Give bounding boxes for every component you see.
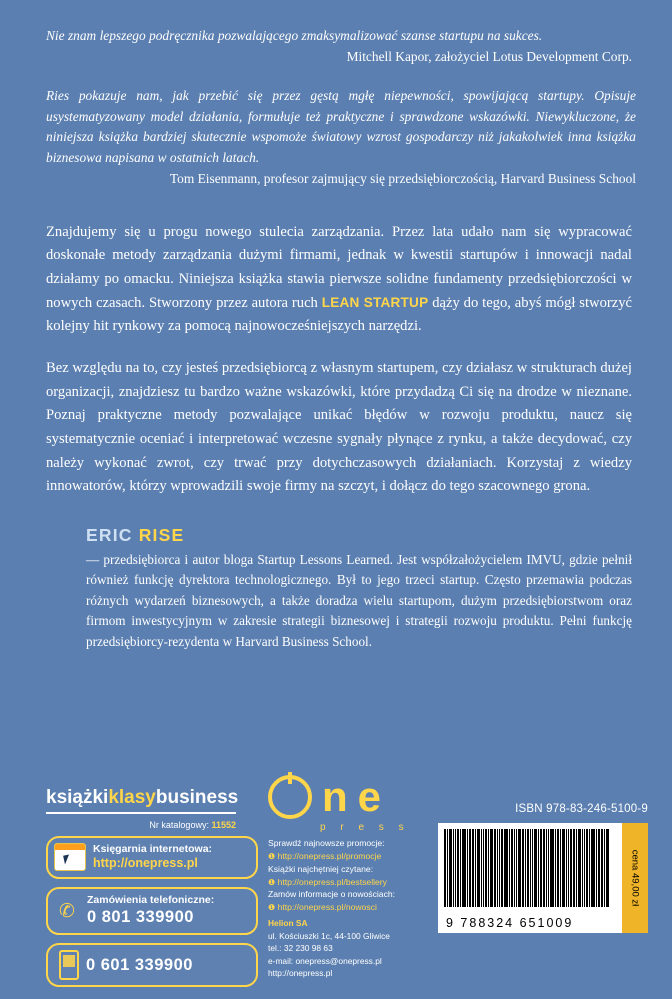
phone-orders-text: [87, 894, 214, 929]
spacer: [0, 187, 672, 221]
promo-link-1[interactable]: [268, 850, 448, 863]
online-store-label: Księgarnia internetowa:: [93, 843, 213, 855]
paragraph-1-part-b: dąży do tego, abyś mógł stworzyć kolejny hit rynkowy za pomocą najnowocześniejszych narzędzi.: [46, 294, 632, 335]
onepress-o-icon: [268, 775, 312, 819]
promo-label-2: Książki najchętniej czytane:: [268, 864, 374, 875]
promo-link-2-text: http://onepress.pl/bestsellery: [277, 876, 387, 887]
bullet-icon: ❶: [268, 902, 276, 912]
publisher-logo: [268, 775, 410, 833]
author-name: [86, 525, 632, 546]
quote-text-1: Nie znam lepszego podręcznika pozwalającego zmaksymalizować szanse startupu na sukces.: [46, 28, 543, 43]
barcode: [438, 823, 648, 933]
catalog-label: Nr katalogowy:: [149, 820, 209, 830]
promo-link-3[interactable]: [268, 901, 448, 914]
imprint-rule: [46, 812, 236, 814]
phone-orders-box[interactable]: [46, 887, 258, 936]
paragraph-1-part-a: Znajdujemy się u progu nowego stulecia zarządzania. Przez lata udało nam się wypracować doskonałe metody zarządzania dużymi firmami, jednak w kwestii startupów i innowacji nadal działamy po omacku. Niniejsza książka stawia pierwsze solidne fundamenty przedsiębiorczości w nowych czasach. Stworzony przez autora ruch: [46, 223, 632, 311]
author-bio: — przedsiębiorca i autor bloga Startup Lessons Learned. Jest współzałożycielem IMVU, gdzie pełnił również funkcję dyrektora technologicznego. Był to jego trzeci startup. Często przemawia podczas różnych wydarzeń biznesowych, a także doradza wielu startupom, dużym przedsiębiorstwom oraz firmom inwestycyjnym w zakresie strategii biznesowej i strategii rozwoju produktu. Pełni funkcję przedsiębiorcy-rezydenta w Harvard Business School.: [86, 551, 632, 649]
author-first-name: ERIC: [86, 524, 133, 545]
quote-block-2: [46, 86, 636, 187]
publisher-tel: tel.: 32 230 98 63: [268, 943, 333, 954]
imprint-word-2: klasy: [108, 787, 156, 808]
promo-link-3-text: http://onepress.pl/nowosci: [277, 901, 377, 912]
paragraph-1: [46, 221, 632, 339]
isbn-text: ISBN 978-83-246-5100-9: [515, 803, 648, 815]
publisher-contact: [268, 917, 390, 980]
publisher-logo-n: n: [322, 773, 348, 821]
phone-orders-label: Zamówienia telefoniczne:: [87, 893, 215, 906]
quotes-section: [0, 0, 672, 187]
price-text: cena 49,00 zł: [629, 849, 641, 907]
lean-startup-highlight: LEAN STARTUP: [321, 294, 429, 310]
catalog-number: 11552: [211, 820, 236, 830]
quote-attrib-2: Tom Eisenmann, profesor zajmujący się przedsiębiorczością, Harvard Business School: [169, 170, 636, 186]
quote-attrib-1: Mitchell Kapor, założyciel Lotus Development Corp.: [346, 48, 632, 64]
publisher-logo-press: p r e s s: [320, 822, 410, 833]
imprint-word-1: książki: [46, 787, 109, 808]
phone-landline-number: 0 801 339900: [87, 907, 194, 926]
bullet-icon: ❶: [268, 877, 276, 887]
browser-cursor-icon: [54, 843, 86, 871]
mobile-orders-box[interactable]: [46, 943, 258, 987]
promo-block: [268, 837, 448, 913]
promo-link-2[interactable]: [268, 876, 448, 889]
mobile-phone-icon: [59, 950, 79, 980]
publisher-email: e-mail: onepress@onepress.pl: [268, 955, 382, 966]
footer-section: [0, 769, 672, 999]
imprint-logo: [46, 787, 246, 809]
bullet-icon: ❶: [268, 852, 276, 862]
price-strip: [622, 823, 648, 933]
publisher-name: Helion SA: [268, 918, 308, 928]
publisher-www: http://onepress.pl: [268, 968, 333, 979]
online-store-url[interactable]: http://onepress.pl: [93, 856, 198, 871]
publisher-address: ul. Kościuszki 1c, 44-100 Gliwice: [268, 930, 390, 941]
publisher-logo-row: [268, 775, 410, 819]
promo-label-3: Zamów informacje o nowościach:: [268, 889, 396, 900]
quote-text-2: Ries pokazuje nam, jak przebić się przez gęstą mgłę niepewności, spowijającą startupy. Opisuje usystematyzowany model działania, formułuje też praktyczne i sprawdzone wskazówki. Niewykluczone, że niniejsza książka bardziej skutecznie wspomoże światowy wzrost gospodarczy niż jakakolwiek inna książka biznesowa napisana w ostatnich latach.: [46, 87, 636, 166]
paragraph-2: Bez względu na to, czy jesteś przedsiębiorcą z własnym startupem, czy działasz w strukturach dużej organizacji, znajdziesz tu bardzo ważne wskazówki, które przydadzą Ci się na drodze w nieznane. Poznaj praktyczne metody pozwalające unikać błędów w rozwoju produktu, naucz się systematycznie oceniać i interpretować wczesne sygnały płynące z rynku, a także decydować, czy należy wykonać zwrot, czy trwać przy dotychczasowych działaniach. Korzystaj z wiedzy innowatorów, którzy wprowadzili swoje firmy na szczyt, i dołącz do tego szacownego grona.: [46, 360, 632, 495]
catalog-line: [46, 820, 236, 830]
imprint-word-3: business: [155, 787, 239, 808]
author-last-name: RISE: [138, 524, 185, 545]
imprint-block: [46, 787, 246, 987]
online-store-text: [93, 843, 212, 872]
publisher-logo-e: e: [357, 773, 382, 821]
barcode-digits: 9 788324 651009: [446, 916, 574, 930]
telephone-icon: ✆: [59, 900, 75, 922]
phone-mobile-number: 0 601 339900: [86, 955, 193, 974]
body-copy: [0, 221, 672, 499]
promo-link-1-text: http://onepress.pl/promocje: [277, 851, 382, 862]
mobile-orders-text: [86, 955, 193, 976]
promo-lead: Sprawdź najnowsze promocje:: [268, 838, 385, 848]
author-section: [0, 517, 672, 652]
online-store-box[interactable]: [46, 836, 258, 879]
